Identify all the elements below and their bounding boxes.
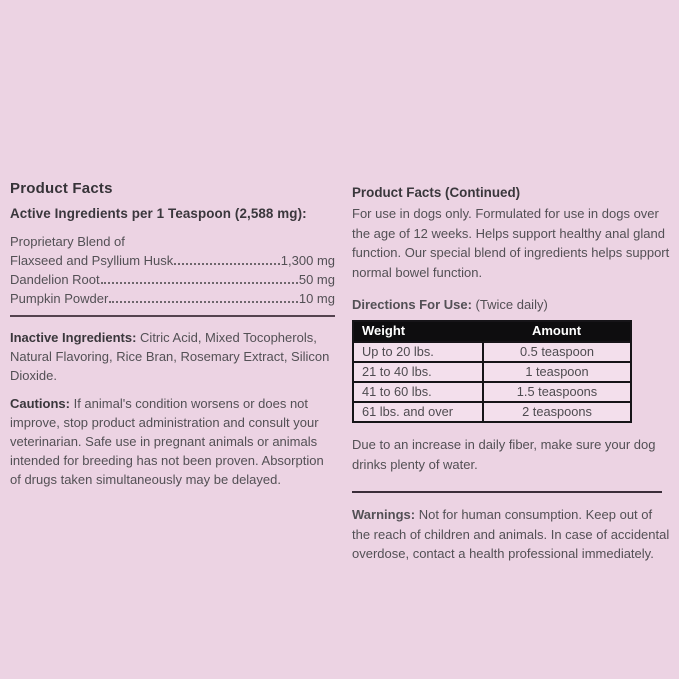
dot-leader (109, 301, 298, 303)
directions-note: (Twice daily) (475, 297, 548, 312)
table-row (353, 382, 631, 402)
table-row (353, 342, 631, 362)
warnings-label: Warnings: (352, 507, 416, 522)
ingredient-name: Dandelion Root (10, 272, 100, 287)
ingredient-name: Flaxseed and Psyllium Husk (10, 253, 174, 268)
dot-leader (174, 263, 280, 265)
directions-label: Directions For Use: (352, 297, 472, 312)
directions-line (352, 295, 673, 314)
ingredient-name: Pumpkin Powder (10, 291, 109, 306)
page-title: Product Facts (10, 180, 113, 197)
ingredient-amount: 1,300 mg (280, 253, 335, 268)
usage-paragraph: For use in dogs only. Formulated for use in dogs over the age of 12 weeks. Helps support healthy anal gland function. Our special blend of ingredients helps support normal bowel function. (352, 206, 670, 280)
cautions-label: Cautions: (10, 396, 70, 411)
amount-cell: 1 teaspoon (483, 362, 631, 382)
weight-cell: Up to 20 lbs. (353, 342, 483, 362)
cautions-text: If animal's condition worsens or does not improve, stop product administration and consult your veterinarian. Safe use in pregnant animals or animals intended for breeding has not been proven. Absorption of drugs taken simultaneously may be delayed. (10, 396, 324, 487)
water-note: Due to an increase in daily fiber, make sure your dog drinks plenty of water. (352, 437, 656, 472)
dosage-table-header-row (353, 321, 631, 342)
ingredient-amount: 10 mg (298, 291, 335, 306)
dot-leader (101, 282, 298, 284)
ingredient-row (10, 270, 335, 289)
inactive-ingredients-paragraph (10, 328, 335, 385)
section-divider (10, 315, 335, 317)
amount-cell: 2 teaspoons (483, 402, 631, 422)
ingredient-row (10, 251, 335, 270)
left-column (10, 181, 335, 489)
amount-cell: 0.5 teaspoon (483, 342, 631, 362)
ingredient-amount: 50 mg (298, 272, 335, 287)
inactive-ingredients-text: Citric Acid, Mixed Tocopherols, Natural Flavoring, Rice Bran, Rosemary Extract, Silicon Dioxide. (10, 330, 330, 383)
cautions-paragraph (10, 394, 335, 489)
warnings-text: Not for human consumption. Keep out of the reach of children and animals. In case of accidental overdose, contact a health professional immediately. (352, 507, 670, 561)
active-ingredients-heading: Active Ingredients per 1 Teaspoon (2,588 mg): (10, 206, 307, 221)
weight-cell: 61 lbs. and over (353, 402, 483, 422)
weight-cell: 41 to 60 lbs. (353, 382, 483, 402)
section-divider (352, 491, 662, 493)
ingredient-row (10, 289, 335, 308)
weight-column-header: Weight (353, 321, 483, 342)
table-row (353, 402, 631, 422)
table-row (353, 362, 631, 382)
proprietary-blend-label: Proprietary Blend of (10, 234, 125, 249)
amount-cell: 1.5 teaspoons (483, 382, 631, 402)
right-column (352, 181, 673, 564)
amount-column-header: Amount (483, 321, 631, 342)
warnings-paragraph (352, 505, 673, 564)
weight-cell: 21 to 40 lbs. (353, 362, 483, 382)
continued-title: Product Facts (Continued) (352, 185, 521, 200)
dosage-table (352, 320, 632, 423)
inactive-ingredients-label: Inactive Ingredients: (10, 330, 137, 345)
